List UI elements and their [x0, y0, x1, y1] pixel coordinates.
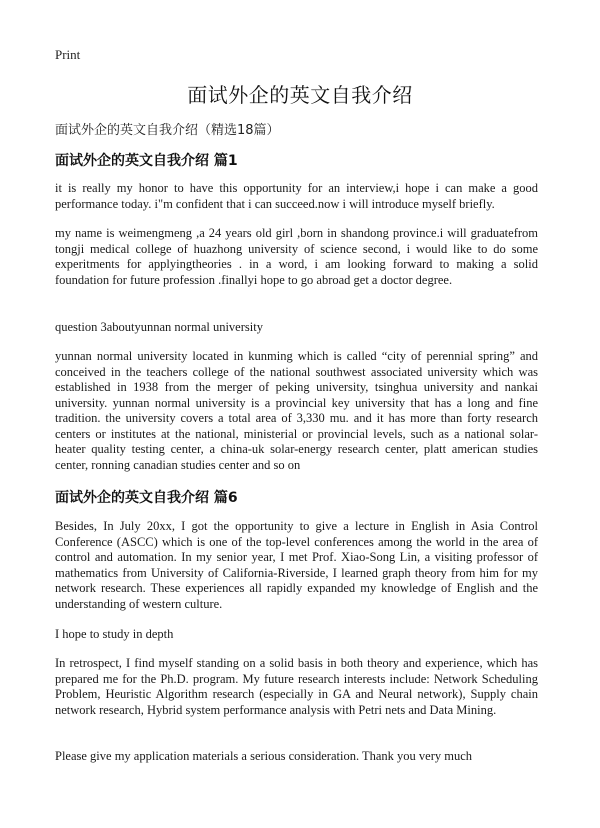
paragraph: I hope to study in depth: [55, 627, 174, 641]
paragraph: my name is weimengmeng ,a 24 years old girl ,born in shandong province.i will graduatefrom tongji medical college of huazhong university of science second, i would like to do some experitments for applyingtheories . in a word, i am looking forward to making a solid foundation for future profession .finallyi hope to go abroad get a doctor degree.: [55, 226, 538, 287]
paragraph: Please give my application materials a serious consideration. Thank you very much: [55, 749, 473, 763]
paragraph: yunnan normal university located in kunming which is called “city of perennial spring” and conceived in the teachers college of the national southwest associated university which was established in 1938 from the merger of peking university, tsinghua university and nankai university. yunnan normal university is a provincial key university that has a long and fine tradition. the university covers a total area of 3,330 mu. and it has more than forty research centers or institutes at the national, ministerial or provincial levels, such as a national solar-heater quality testing center, a china-uk solar-energy research center, platt american studies center, ronning canadian studies center and so on: [55, 349, 538, 472]
paragraph: question 3aboutyunnan normal university: [55, 320, 263, 334]
print-link[interactable]: Print: [55, 47, 81, 62]
page-title: 面试外企的英文自我介绍: [187, 83, 413, 107]
section-heading-6: 面试外企的英文自我介绍 篇6: [55, 490, 238, 506]
paragraph: it is really my honor to have this opportunity for an interview,i hope i can make a good performance today. i"m confident that i can succeed.now i will introduce myself briefly.: [55, 181, 538, 211]
document-subtitle: 面试外企的英文自我介绍（精选18篇）: [55, 123, 280, 138]
paragraph: In retrospect, I find myself standing on a solid basis in both theory and experience, which has prepared me for the Ph.D. program. My future research interests include: Network Scheduling Problem, Heuristic Algorithm research (especially in GA and Neural network), Supply chain network research, Hybrid system performance analysis with Petri nets and Data Mining.: [55, 656, 538, 717]
section-heading-1: 面试外企的英文自我介绍 篇1: [55, 153, 238, 169]
paragraph: Besides, In July 20xx, I got the opportunity to give a lecture in English in Asia Control Conference (ASCC) which is one of the top-level conferences among the world in the area of control and automation. In my senior year, I met Prof. Xiao-Song Lin, a visiting professor of mathematics from University of California-Riverside, I learned graph theory from him for my network research. These experiences all rapidly expanded my knowledge of English and the understanding of western culture.: [55, 519, 538, 611]
